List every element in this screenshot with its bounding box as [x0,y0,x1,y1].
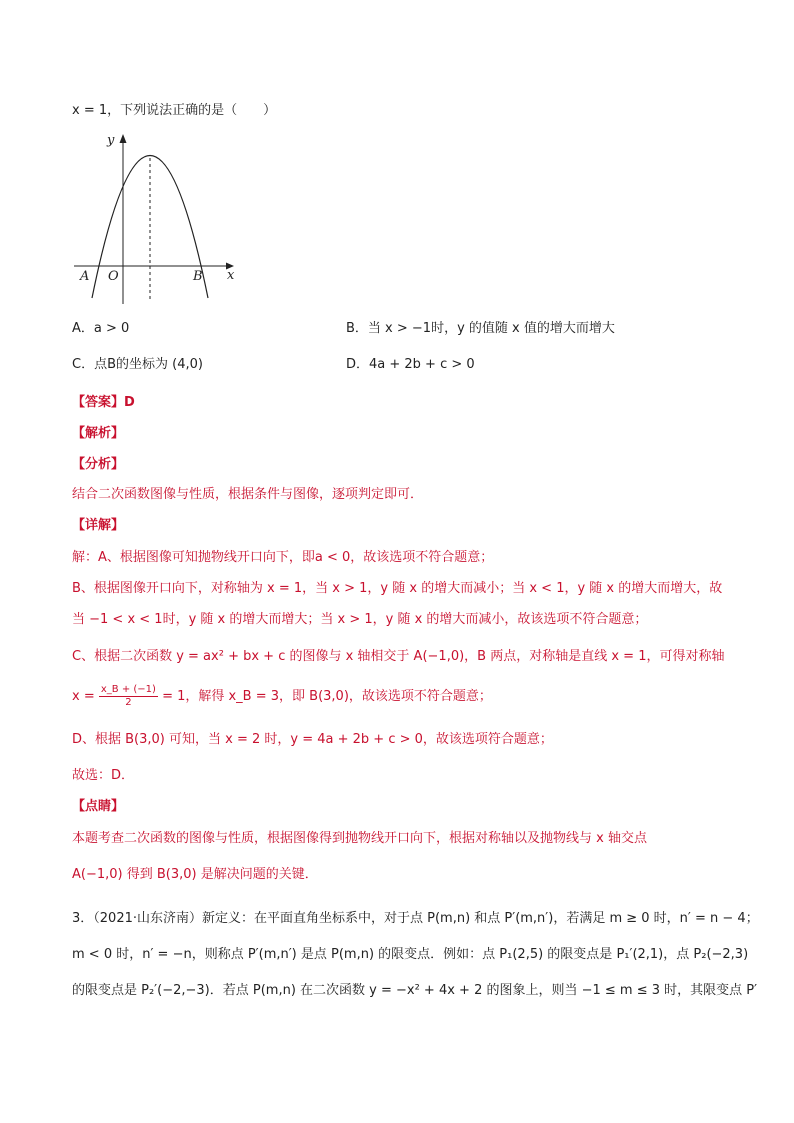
question-3-line-1: 3．（2021·山东济南）新定义：在平面直角坐标系中，对于点 P(m,n) 和点 P′(m,n′)，若满足 m ≥ 0 时，n′ = n − 4； [72,911,759,926]
detail-line-5-suffix: = 1，解得 x_B = 3，即 B(3,0)，故该选项不符合题意； [162,689,492,704]
analysis-sub-heading: 【分析】 [72,457,125,472]
option-d: D．4a + 2b + c > 0 [346,357,475,372]
detail-line-1: 解：A、根据图像可知抛物线开口向下，即a < 0，故该选项不符合题意； [72,550,494,565]
analysis-heading: 【解析】 [72,426,125,441]
x-axis-label: x [227,268,235,283]
fraction-denominator: 2 [125,697,132,708]
detail-line-5 [72,684,492,709]
fraction [99,684,158,709]
detail-heading: 【详解】 [72,518,125,533]
answer-line: 【答案】D [72,395,135,410]
question-3-line-3: 的限变点是 P₂′(−2,−3)．若点 P(m,n) 在二次函数 y = −x² + 4x + 2 的图象上，则当 −1 ≤ m ≤ 3 时，其限变点 P′ [72,983,758,998]
parabola-graph [70,128,250,308]
analysis-text: 结合二次函数图像与性质，根据条件与图像，逐项判定即可． [72,487,424,502]
detail-line-3: 当 −1 < x < 1时，y 随 x 的增大而增大；当 x > 1，y 随 x 的增大而减小，故该选项不符合题意； [72,612,648,627]
detail-line-5-prefix: x = [72,689,95,704]
option-a: A．a > 0 [72,321,130,336]
point-a-label: A [80,269,90,284]
detail-line-6: D、根据 B(3,0) 可知，当 x = 2 时，y = 4a + 2b + c > 0，故该选项符合题意； [72,732,553,747]
y-axis-label: y [107,133,115,148]
point-line-2: A(−1,0) 得到 B(3,0) 是解决问题的关键． [72,867,318,882]
fraction-numerator: x_B + (−1) [100,684,156,695]
y-axis-arrow-icon [120,134,127,143]
option-b: B．当 x > −1时，y 的值随 x 值的增大而增大 [346,321,615,336]
point-line-1: 本题考查二次函数的图像与性质，根据图像得到抛物线开口向下，根据对称轴以及抛物线与 x 轴交点 [72,831,647,846]
point-heading: 【点睛】 [72,799,125,814]
origin-label: O [108,269,119,284]
detail-line-4: C、根据二次函数 y = ax² + bx + c 的图像与 x 轴相交于 A(−1,0)，B 两点，对称轴是直线 x = 1，可得对称轴 [72,649,725,664]
point-b-label: B [193,269,203,284]
detail-line-7: 故选：D． [72,768,135,783]
option-c: C．点B的坐标为 (4,0) [72,357,203,372]
detail-line-2: B、根据图像开口向下，对称轴为 x = 1，当 x > 1，y 随 x 的增大而减小；当 x < 1，y 随 x 的增大而增大，故 [72,581,723,596]
question-intro: x = 1，下列说法正确的是（ ） [72,103,277,118]
question-3-line-2: m < 0 时，n′ = −n，则称点 P′(m,n′) 是点 P(m,n) 的限变点．例如：点 P₁(2,5) 的限变点是 P₁′(2,1)，点 P₂(−2,3) [72,947,749,962]
